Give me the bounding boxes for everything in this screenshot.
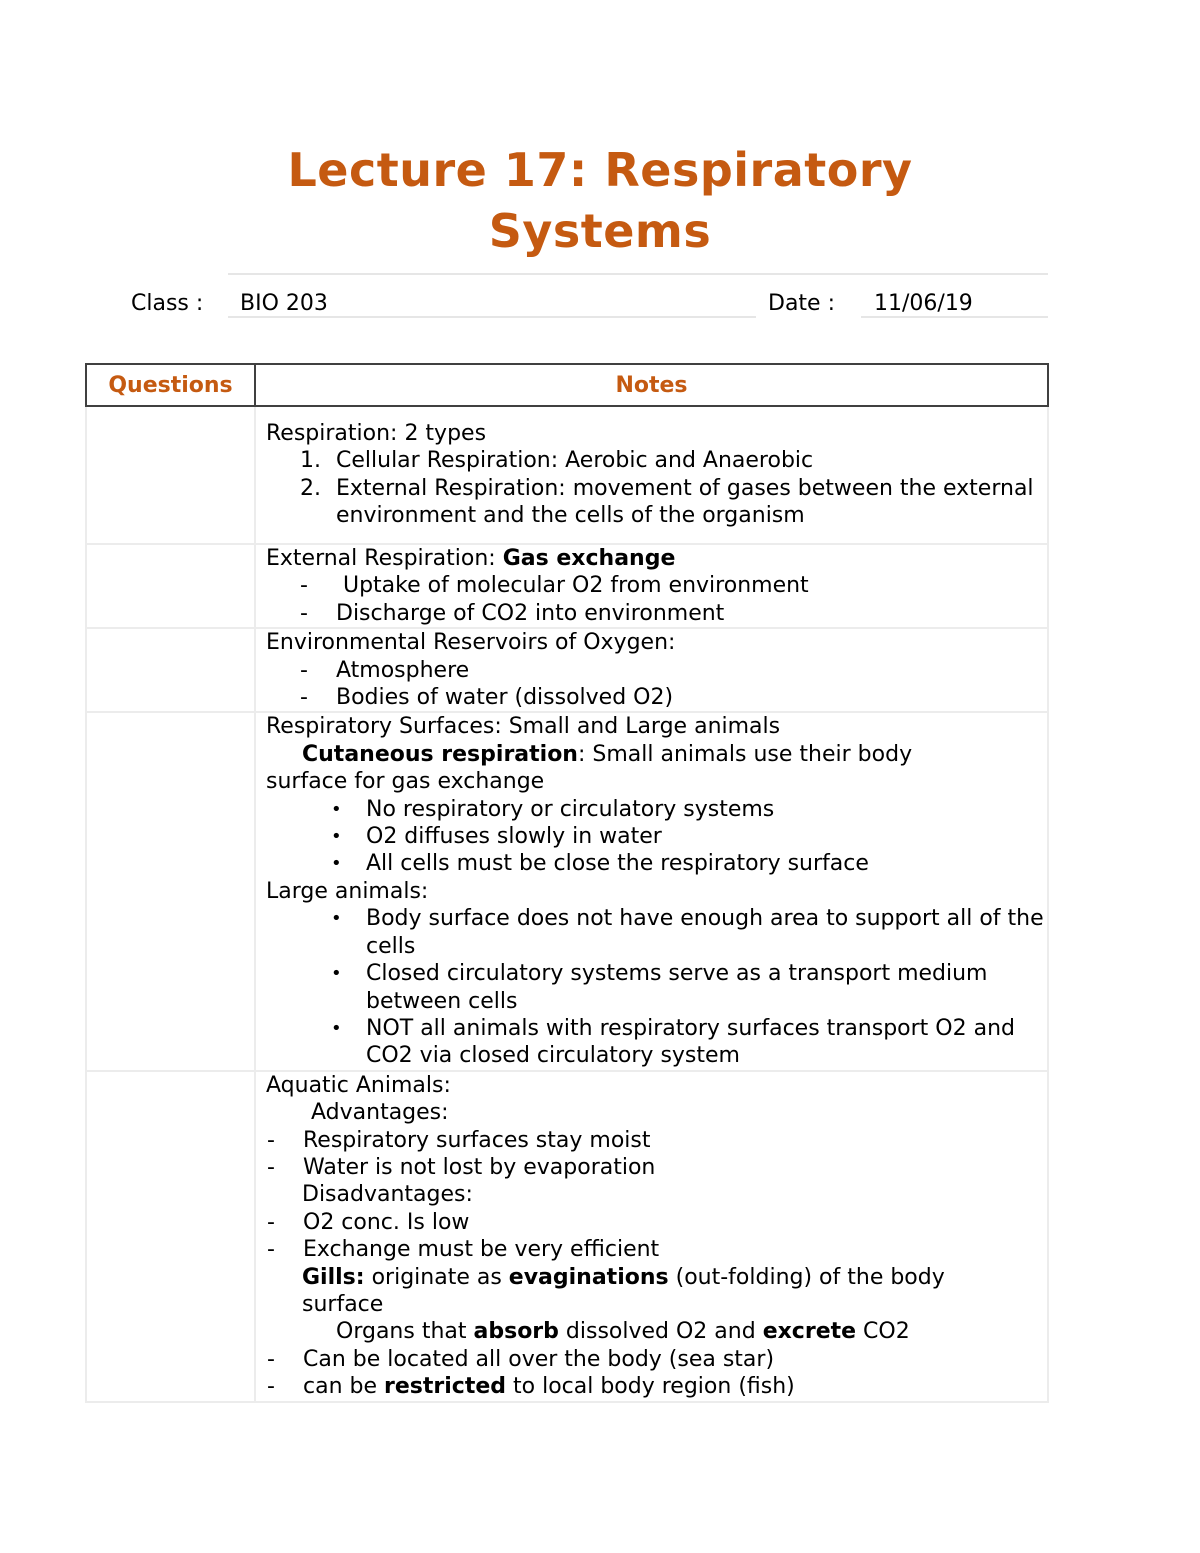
question-cell (86, 544, 255, 628)
table-row (86, 1071, 1048, 1402)
note-heading: Respiratory Surfaces: Small and Large animals (266, 714, 781, 740)
list-item: • Closed circulatory systems serve as a transport medium between cells (331, 961, 988, 1014)
date-value: 11/06/19 (874, 291, 973, 316)
list-item: • No respiratory or circulatory systems (331, 796, 775, 822)
note-line: Cutaneous respiration: Small animals use their body (302, 741, 913, 767)
date-label: Date : (768, 291, 835, 316)
table-row (86, 544, 1048, 628)
note-heading: Large animals: (266, 878, 429, 904)
note-heading: External Respiration: Gas exchange (266, 546, 676, 571)
notes-cell (255, 712, 1048, 1070)
class-value: BIO 203 (240, 291, 328, 316)
note-heading: Environmental Reservoirs of Oxygen: (266, 630, 676, 656)
list-item: - Water is not lost by evaporation (267, 1154, 656, 1180)
list-item: - Bodies of water (dissolved O2) (300, 685, 674, 711)
title-line-1: Lecture 17: Respiratory (287, 143, 913, 197)
class-underline (228, 316, 756, 318)
questions-column-header: Questions (86, 364, 255, 406)
page-title (0, 140, 1200, 262)
list-item: - O2 conc. Is low (267, 1209, 470, 1235)
list-item: - can be restricted to local body region (fish) (267, 1374, 795, 1400)
question-cell (86, 712, 255, 1070)
title-line-2: Systems (488, 204, 712, 258)
table-row (86, 712, 1048, 1070)
list-item: • NOT all animals with respiratory surfaces transport O2 and CO2 via closed circulatory system (331, 1015, 1015, 1069)
list-item: - Respiratory surfaces stay moist (267, 1127, 651, 1153)
list-item: 2. External Respiration: movement of gases between the external environment and the cells of the organism (300, 475, 1034, 529)
notes-cell (255, 1071, 1048, 1402)
list-item: - Atmosphere (300, 657, 470, 683)
list-item: • O2 diffuses slowly in water (331, 824, 662, 850)
list-item: - Exchange must be very efficient (267, 1237, 660, 1263)
note-subheading: Disadvantages: (302, 1182, 473, 1208)
note-line: Gills: originate as evaginations (out-folding) of the body (302, 1264, 945, 1290)
notes-cell (255, 406, 1048, 544)
class-label: Class : (131, 291, 204, 316)
notes-cell (255, 628, 1048, 712)
note-line: surface for gas exchange (266, 769, 545, 795)
list-item: - Discharge of CO2 into environment (300, 600, 725, 626)
date-underline (861, 316, 1048, 318)
question-cell (86, 1071, 255, 1402)
list-item: • Body surface does not have enough area to support all of the cells (331, 906, 1044, 959)
header-top-rule (228, 273, 1048, 275)
question-cell (86, 628, 255, 712)
list-item: - Can be located all over the body (sea star) (267, 1346, 775, 1372)
note-heading: Respiration: 2 types (266, 421, 487, 446)
list-item: • All cells must be close the respiratory surface (331, 851, 869, 877)
note-subheading: Advantages: (311, 1100, 449, 1126)
table-row (86, 628, 1048, 712)
note-line: surface (302, 1291, 384, 1317)
list-item: 1. Cellular Respiration: Aerobic and Anaerobic (300, 448, 814, 474)
question-cell (86, 406, 255, 544)
note-heading: Aquatic Animals: (266, 1072, 451, 1098)
list-item: - Uptake of molecular O2 from environment (300, 573, 809, 599)
note-line: Organs that absorb dissolved O2 and excrete CO2 (336, 1319, 910, 1345)
table-row (86, 406, 1048, 544)
notes-column-header: Notes (255, 364, 1048, 406)
cornell-notes-table (85, 363, 1049, 1403)
notes-cell (255, 544, 1048, 628)
